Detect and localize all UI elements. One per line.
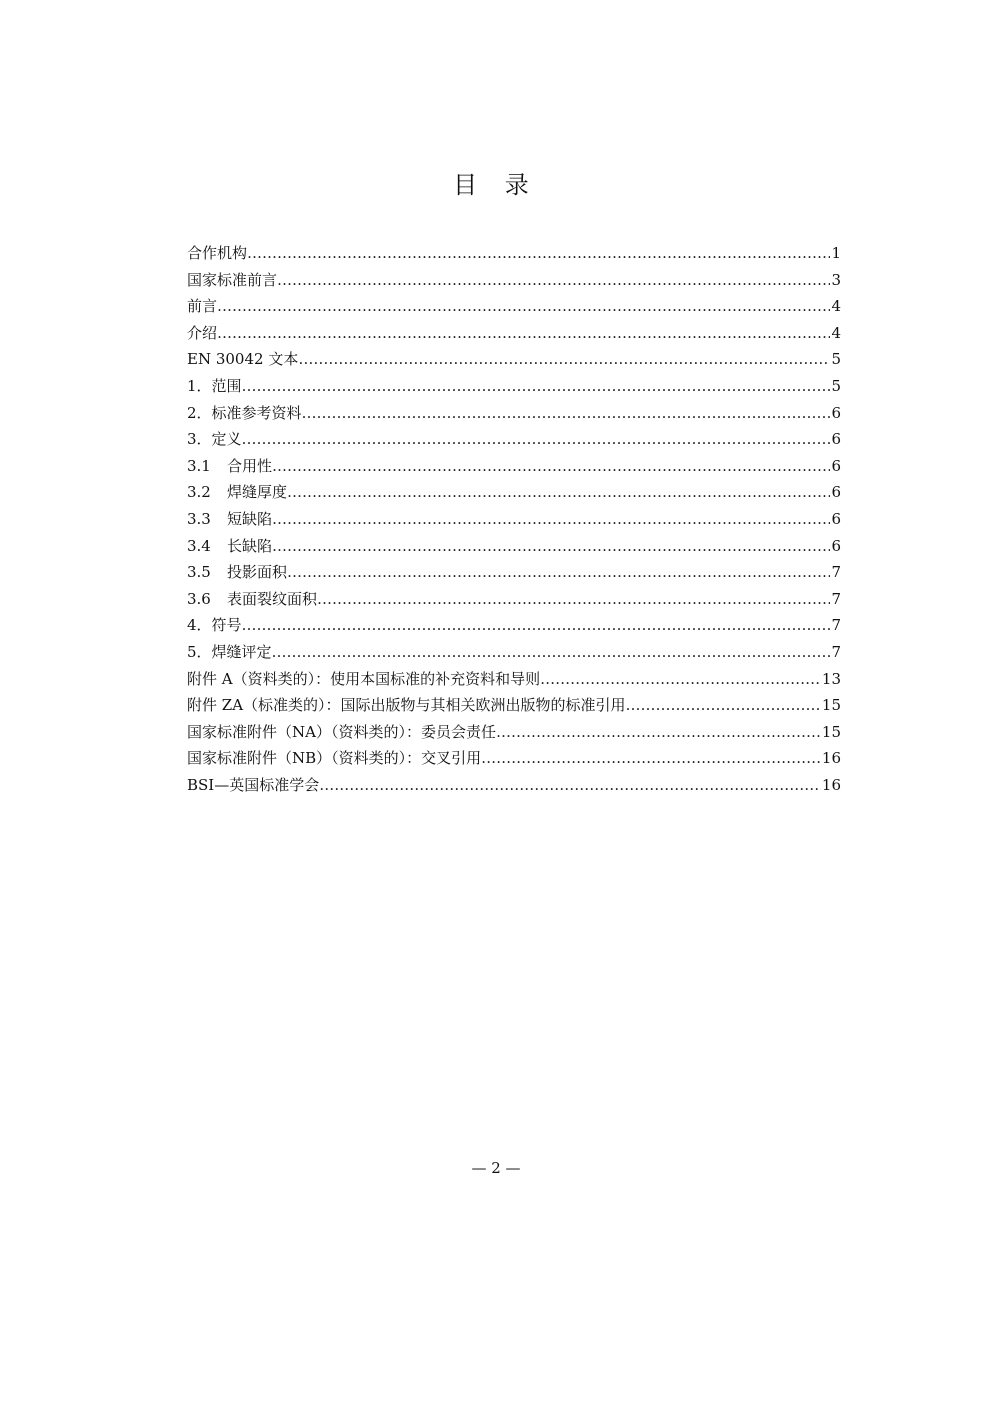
toc-entry-page: 6 [831,536,841,555]
toc-dot-leader [217,293,830,320]
toc-entry[interactable] [187,240,841,267]
toc-entry-label: EN 30042 文本 [187,350,299,369]
toc-dot-leader [481,745,821,772]
toc-dot-leader [242,612,831,639]
toc-dot-leader [287,559,830,586]
toc-dot-leader [247,240,830,267]
toc-entry[interactable] [187,320,841,347]
toc-entry-label: 国家标准附件（NA）（资料类的）：委员会责任 [187,722,496,741]
toc-entry-page: 15 [821,696,841,715]
toc-dot-leader [272,506,830,533]
toc-entry-label: 1．范围 [187,376,242,395]
toc-dot-leader [242,373,831,400]
toc-entry[interactable] [187,400,841,427]
table-of-contents [187,240,841,798]
toc-entry[interactable] [187,373,841,400]
toc-entry[interactable] [187,293,841,320]
toc-dot-leader [298,346,830,373]
toc-subentry[interactable] [187,559,841,586]
toc-entry-label: 短缺陷 [227,509,273,528]
toc-entry-label: 国家标准附件（NB）（资料类的）：交叉引用 [187,749,482,768]
toc-entry[interactable] [187,666,841,693]
toc-entry-number: 3.3 [187,509,211,528]
toc-entry-page: 13 [821,669,841,688]
toc-entry-number: 3.1 [187,456,211,475]
toc-entry-page: 4 [831,297,841,316]
toc-subentry[interactable] [187,479,841,506]
toc-subentry[interactable] [187,586,841,613]
toc-entry[interactable] [187,719,841,746]
toc-entry-label: BSI—英国标准学会 [187,775,320,794]
toc-entry-page: 16 [821,775,841,794]
toc-dot-leader [217,320,830,347]
toc-entry-label: 长缺陷 [227,536,273,555]
toc-entry-number: 3.2 [187,483,211,502]
toc-dot-leader [277,267,830,294]
toc-dot-leader [272,533,830,560]
toc-entry[interactable] [187,346,841,373]
toc-entry-number: 3.5 [187,563,211,582]
toc-entry-label: 国家标准前言 [187,270,278,289]
toc-entry-page: 6 [831,430,841,449]
toc-entry[interactable] [187,692,841,719]
toc-entry-label: 合用性 [227,456,273,475]
toc-dot-leader [626,692,821,719]
toc-subentry[interactable] [187,533,841,560]
toc-entry[interactable] [187,426,841,453]
toc-entry-page: 6 [831,509,841,528]
toc-entry-label: 投影面积 [227,563,288,582]
toc-entry[interactable] [187,772,841,799]
toc-dot-leader [496,719,821,746]
toc-dot-leader [272,453,830,480]
toc-dot-leader [317,586,830,613]
toc-entry-page: 5 [831,376,841,395]
toc-dot-leader [242,426,831,453]
toc-entry-label: 3．定义 [187,430,242,449]
toc-entry-number: 3.6 [187,589,211,608]
toc-entry-page: 6 [831,483,841,502]
toc-dot-leader [302,400,831,427]
toc-entry-page: 7 [831,589,841,608]
page-title: 目 录 [453,171,539,199]
toc-entry-page: 5 [831,350,841,369]
toc-entry-number: 3.4 [187,536,211,555]
toc-entry-label: 前言 [187,297,218,316]
toc-subentry[interactable] [187,453,841,480]
toc-entry-page: 1 [831,244,841,262]
page-footer-number: — 2 — [471,1159,521,1177]
toc-entry-label: 2．标准参考资料 [187,403,302,422]
toc-dot-leader [319,772,821,799]
toc-entry[interactable] [187,267,841,294]
toc-entry-label: 合作机构 [187,244,248,262]
toc-entry-page: 7 [831,563,841,582]
toc-dot-leader [540,666,821,693]
toc-entry[interactable] [187,612,841,639]
toc-entry-label: 表面裂纹面积 [227,589,318,608]
toc-entry-label: 焊缝厚度 [227,483,288,502]
toc-entry-page: 4 [831,323,841,342]
toc-entry-page: 16 [821,749,841,768]
toc-entry-page: 6 [831,403,841,422]
toc-dot-leader [272,639,831,666]
toc-entry-page: 7 [831,616,841,635]
toc-entry-label: 4．符号 [187,616,242,635]
toc-entry-label: 介绍 [187,323,218,342]
toc-entry-label: 附件 ZA（标准类的）：国际出版物与其相关欧洲出版物的标准引用 [187,696,626,715]
toc-entry-page: 3 [831,270,841,289]
toc-entry[interactable] [187,639,841,666]
toc-entry-page: 6 [831,456,841,475]
toc-dot-leader [287,479,830,506]
toc-entry-page: 7 [831,642,841,661]
toc-entry-label: 5．焊缝评定 [187,642,272,661]
toc-entry[interactable] [187,745,841,772]
toc-entry-label: 附件 A（资料类的）：使用本国标准的补充资料和导则 [187,669,541,688]
toc-entry-page: 15 [821,722,841,741]
toc-subentry[interactable] [187,506,841,533]
